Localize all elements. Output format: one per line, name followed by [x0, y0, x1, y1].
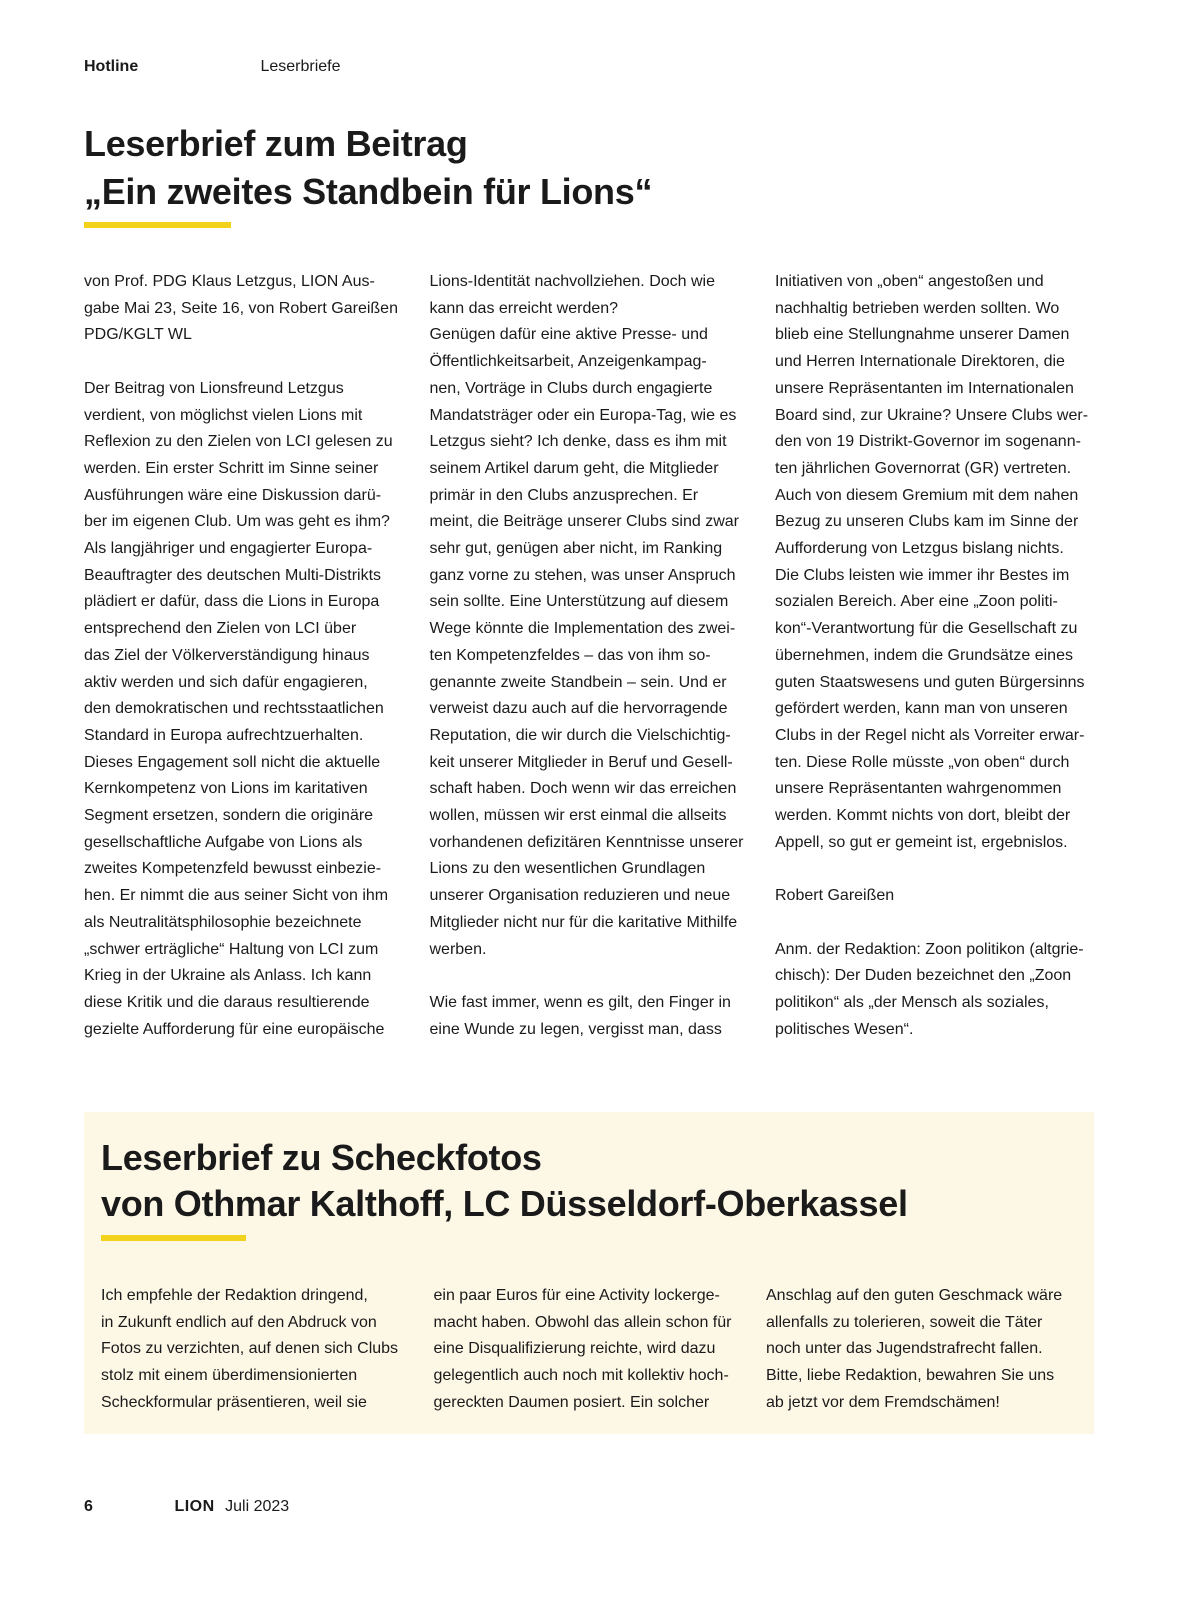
letter1-title-line: Leserbrief zum Beitrag — [84, 123, 468, 164]
text-line: Lions zu den wesentlichen Grundlagen — [429, 860, 706, 878]
letter2-title — [101, 1135, 908, 1227]
text-line: Appell, so gut er gemeint ist, ergebnislos. — [775, 833, 1068, 851]
text-line: übernehmen, indem die Grundsätze eines — [775, 646, 1073, 664]
text-line: Board sind, zur Ukraine? Unsere Clubs wer- — [775, 406, 1089, 424]
title-accent-rule — [101, 1235, 246, 1241]
text-line: werden. Ein erster Schritt im Sinne seiner — [84, 459, 379, 477]
text-line: ganz vorne zu stehen, was unser Anspruch — [429, 566, 736, 584]
title-accent-rule — [84, 222, 231, 228]
text-line: Robert Gareißen — [775, 887, 895, 905]
text-line: als Neutralitätsphilosophie bezeichnete — [84, 913, 362, 931]
text-line: ab jetzt vor dem Fremdschämen! — [766, 1393, 1000, 1411]
text-line: Ausführungen wäre eine Diskussion darü- — [84, 486, 382, 504]
text-line: Genügen dafür eine aktive Presse- und — [429, 326, 708, 344]
text-line: Mandatsträger oder ein Europa-Tag, wie es — [429, 406, 737, 424]
text-line: Anm. der Redaktion: Zoon politikon (altgrie- — [775, 940, 1084, 958]
letter2-column — [766, 1283, 1076, 1417]
text-line: kon“-Verantwortung für die Gesellschaft zu — [775, 620, 1078, 638]
letter1-title-line: „Ein zweites Standbein für Lions“ — [84, 171, 653, 212]
text-line: ten jährlichen Governorrat (GR) vertreten. — [775, 459, 1072, 477]
text-line: nen, Vorträge in Clubs durch engagierte — [429, 379, 713, 397]
text-line — [775, 910, 1095, 937]
text-line — [775, 856, 1095, 883]
text-line: Bezug zu unseren Clubs kam im Sinne der — [775, 513, 1079, 531]
text-line: Letzgus sieht? Ich denke, dass es ihm mit — [429, 433, 727, 451]
text-line: Der Beitrag von Lionsfreund Letzgus — [84, 379, 344, 397]
text-line: Scheckformular präsentieren, weil sie — [101, 1393, 367, 1411]
text-line: Beauftragter des deutschen Multi-Distrikts — [84, 566, 382, 584]
letter1-column — [84, 269, 404, 1043]
text-line: Wie fast immer, wenn es gilt, den Finger in — [429, 993, 731, 1011]
text-line: politisches Wesen“. — [775, 1020, 914, 1038]
text-line: Dieses Engagement soll nicht die aktuelle — [84, 753, 381, 771]
text-line: Krieg in der Ukraine als Anlass. Ich kann — [84, 967, 372, 985]
text-line: Wege könnte die Implementation des zwei- — [429, 620, 736, 638]
text-line: sozialen Bereich. Aber eine „Zoon politi- — [775, 593, 1058, 611]
text-line: zweites Kompetenzfeld bewusst einbezie- — [84, 860, 382, 878]
letter2-column — [434, 1283, 744, 1417]
text-line: genannte zweite Standbein – sein. Und er — [429, 673, 727, 691]
text-line: verweist dazu auch auf die hervorragende — [429, 700, 728, 718]
text-line: „schwer erträgliche“ Haltung von LCI zum — [84, 940, 379, 958]
text-line: werden. Kommt nichts von dort, bleibt der — [775, 807, 1071, 825]
text-line: ber im eigenen Club. Um was geht es ihm? — [84, 513, 390, 531]
text-line: vorhandenen defizitären Kenntnisse unserer — [429, 833, 744, 851]
text-line: Ich empfehle der Redaktion dringend, — [101, 1287, 368, 1304]
text-line: diese Kritik und die daraus resultierende — [84, 993, 370, 1011]
text-line: nachhaltig betrieben werden sollten. Wo — [775, 299, 1060, 317]
text-line: sehr gut, genügen aber nicht, im Ranking — [429, 540, 723, 558]
text-line: Reputation, die wir durch die Vielschichtig- — [429, 726, 731, 744]
section-label: Hotline — [84, 58, 139, 75]
text-line: ten Kompetenzfeldes – das von ihm so- — [429, 646, 711, 664]
issue-date: Juli 2023 — [225, 1498, 290, 1515]
text-line: Die Clubs leisten wie immer ihr Bestes im — [775, 566, 1070, 584]
page-number: 6 — [84, 1498, 93, 1515]
text-line: gelegentlich auch noch mit kollektiv hoch- — [433, 1367, 729, 1385]
text-line: Als langjähriger und engagierter Europa- — [84, 540, 373, 558]
text-line: eine Wunde zu legen, vergisst man, dass — [429, 1020, 722, 1038]
text-line: wollen, müssen wir erst einmal die allseits — [429, 807, 727, 825]
text-line: den von 19 Distrikt-Governor im sogenann- — [775, 433, 1081, 451]
text-line: noch unter das Jugendstrafrecht fallen. — [766, 1340, 1043, 1358]
magazine-name: LION — [174, 1498, 215, 1515]
text-line: guten Staatswesens und guten Bürgersinns — [775, 673, 1085, 691]
text-line: eine Disqualifizierung reichte, wird dazu — [433, 1340, 716, 1358]
text-line: meint, die Beiträge unserer Clubs sind zwar — [429, 513, 739, 531]
text-line: gabe Mai 23, Seite 16, von Robert Gareißen — [84, 299, 398, 317]
text-line: gereckten Daumen posiert. Ein solcher — [433, 1393, 710, 1411]
letter1-body — [84, 269, 1095, 1043]
text-line: sein sollte. Eine Unterstützung auf diesem — [429, 593, 729, 611]
text-line: stolz mit einem überdimensionierten — [101, 1367, 358, 1385]
text-line: Anschlag auf den guten Geschmack wäre — [766, 1287, 1063, 1304]
text-line: blieb eine Stellungnahme unserer Damen — [775, 326, 1070, 344]
letter1-column — [775, 269, 1095, 1043]
text-line: und Herren Internationale Direktoren, die — [775, 353, 1065, 371]
text-line: Bitte, liebe Redaktion, bewahren Sie uns — [766, 1367, 1055, 1385]
text-line: Mitglieder nicht nur für die karitative Mithilfe — [429, 913, 738, 931]
text-line: aktiv werden und sich dafür engagieren, — [84, 673, 368, 691]
text-line: plädiert er dafür, dass die Lions in Europa — [84, 593, 380, 611]
text-line: PDG/KGLT WL — [84, 326, 192, 344]
text-line: Aufforderung von Letzgus bislang nichts. — [775, 540, 1064, 558]
text-line: keit unserer Mitglieder in Beruf und Gesell- — [429, 753, 733, 771]
text-line: Reflexion zu den Zielen von LCI gelesen zu — [84, 433, 393, 451]
text-line: schaft haben. Doch wenn wir das erreichen — [429, 780, 737, 798]
letter2-title-line: von Othmar Kalthoff, LC Düsseldorf-Oberkassel — [101, 1183, 908, 1224]
text-line: Segment ersetzen, sondern die originäre — [84, 807, 374, 825]
text-line: allenfalls zu tolerieren, soweit die Täter — [766, 1313, 1043, 1331]
text-line: das Ziel der Völkerverständigung hinaus — [84, 646, 370, 664]
text-line: macht haben. Obwohl das allein schon für — [433, 1313, 732, 1331]
text-line: Auch von diesem Gremium mit dem nahen — [775, 486, 1079, 504]
text-line: verdient, von möglichst vielen Lions mit — [84, 406, 363, 424]
letter2-body — [101, 1283, 1076, 1417]
subsection-label: Leserbriefe — [260, 58, 341, 75]
text-line: Clubs in der Regel nicht als Vorreiter erwar- — [775, 726, 1085, 744]
text-line: ein paar Euros für eine Activity lockerge- — [433, 1287, 720, 1304]
text-line: von Prof. PDG Klaus Letzgus, LION Aus- — [84, 273, 375, 290]
text-line: seinem Artikel darum geht, die Mitglieder — [429, 459, 719, 477]
text-line: gezielte Aufforderung für eine europäische — [84, 1020, 385, 1038]
letter2-column — [101, 1283, 411, 1417]
page-header — [84, 58, 341, 76]
text-line — [84, 349, 404, 376]
text-line: Lions-Identität nachvollziehen. Doch wie — [429, 273, 715, 290]
text-line: politikon“ als „der Mensch als soziales, — [775, 993, 1049, 1011]
text-line: hen. Er nimmt die aus seiner Sicht von ihm — [84, 887, 389, 905]
text-line: in Zukunft endlich auf den Abdruck von — [101, 1313, 377, 1331]
text-line: unsere Repräsentanten im Internationalen — [775, 379, 1074, 397]
text-line — [430, 963, 750, 990]
text-line: Kernkompetenz von Lions im karitativen — [84, 780, 368, 798]
text-line: Initiativen von „oben“ angestoßen und — [775, 273, 1044, 290]
text-line: chisch): Der Duden bezeichnet den „Zoon — [775, 967, 1072, 985]
text-line: ten. Diese Rolle müsste „von oben“ durch — [775, 753, 1070, 771]
text-line: kann das erreicht werden? — [429, 299, 619, 317]
text-line: werben. — [429, 940, 487, 958]
text-line: Öffentlichkeitsarbeit, Anzeigenkampag- — [429, 353, 707, 371]
text-line: Fotos zu verzichten, auf denen sich Clubs — [101, 1340, 399, 1358]
page-footer — [84, 1498, 289, 1516]
text-line: gesellschaftliche Aufgabe von Lions als — [84, 833, 363, 851]
text-line: unsere Repräsentanten wahrgenommen — [775, 780, 1062, 798]
text-line: den demokratischen und rechtsstaatlichen — [84, 700, 384, 718]
letter2-title-line: Leserbrief zu Scheckfotos — [101, 1137, 542, 1178]
letter1-title — [84, 120, 652, 216]
text-line: Standard in Europa aufrechtzuerhalten. — [84, 726, 364, 744]
letter1-column — [430, 269, 750, 1043]
text-line: unserer Organisation reduzieren und neue — [429, 887, 731, 905]
text-line: primär in den Clubs anzusprechen. Er — [429, 486, 699, 504]
text-line: entsprechend den Zielen von LCI über — [84, 620, 357, 638]
text-line: gefördert werden, kann man von unseren — [775, 700, 1068, 718]
